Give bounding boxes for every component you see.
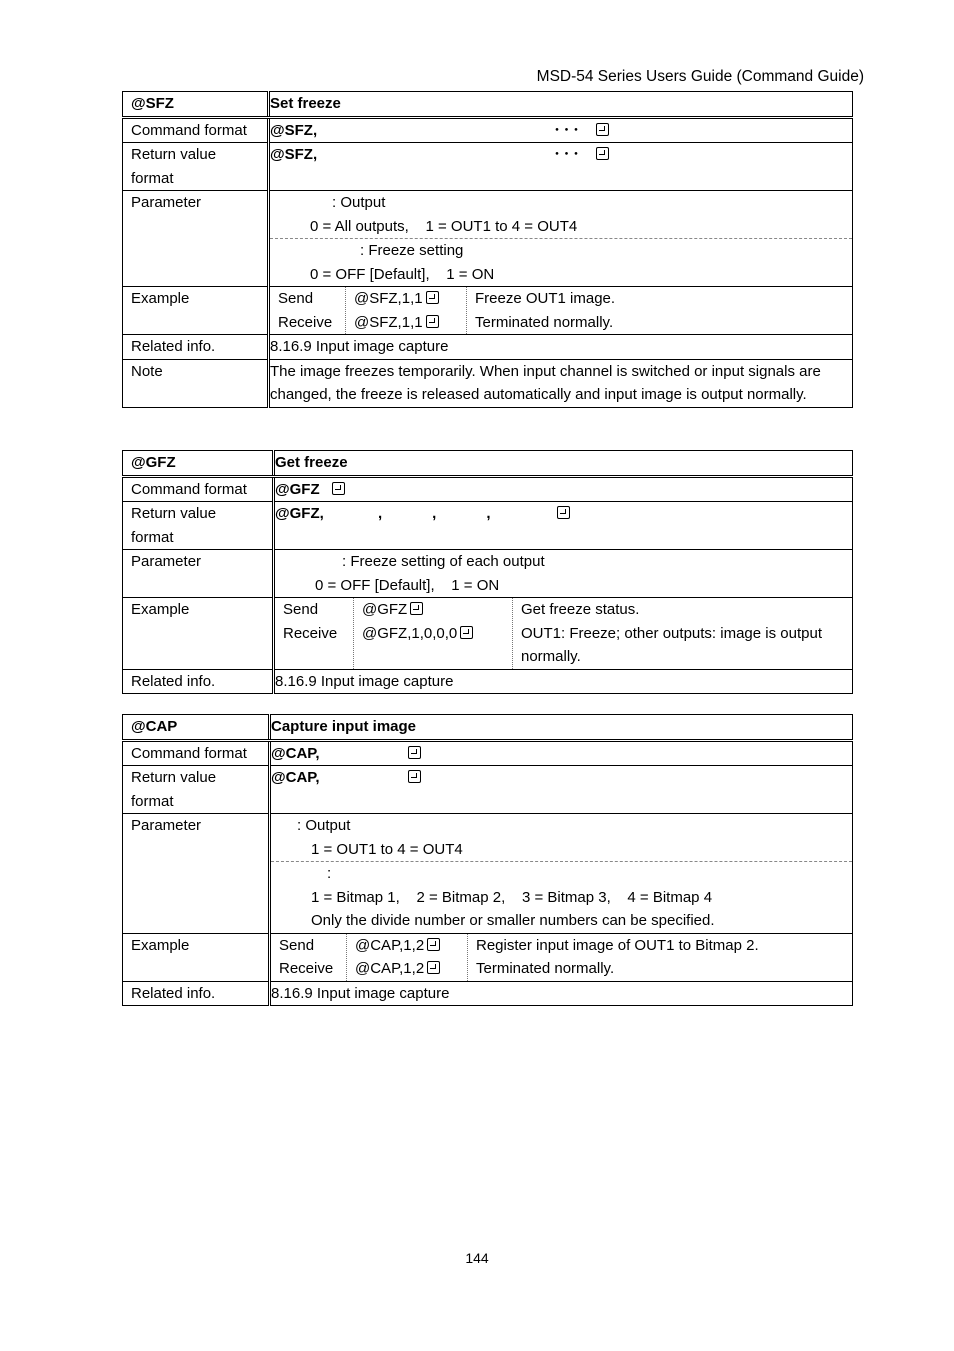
sfz-param1-desc: : Output <box>332 194 386 211</box>
cap-return-label <box>123 766 270 814</box>
gfz-format-text: @GFZ <box>275 480 320 498</box>
cap-example-row <box>123 933 853 981</box>
sfz-example-value <box>269 287 853 335</box>
return-key-icon <box>408 770 421 783</box>
cap-command-title: Capture input image <box>270 715 853 741</box>
sfz-return-label <box>123 143 269 191</box>
cap-example-label: Example <box>123 933 270 981</box>
cap-parameter-value <box>270 814 853 934</box>
cap-ex-receive-label: Receive <box>279 960 334 977</box>
sfz-ex-recv-desc: Terminated normally. <box>475 313 614 331</box>
return-key-icon <box>426 315 439 328</box>
cap-return-value <box>270 766 853 814</box>
cap-header-row <box>123 715 853 741</box>
sfz-ex-receive-label: Receive <box>278 313 333 331</box>
sfz-return-dots: ･･･ <box>553 146 582 163</box>
return-key-icon <box>426 291 439 304</box>
sfz-note-value: The image freezes temporarily. When input channel is switched or input signals are changed, the freeze is released automatically and input image is output normally. <box>269 359 853 407</box>
sfz-param1-values: 0 = All outputs, 1 = OUT1 to 4 = OUT4 <box>310 217 578 235</box>
running-header: MSD-54 Series Users Guide (Command Guide) <box>536 68 864 85</box>
gfz-format-row <box>123 476 853 502</box>
gfz-parameter-value <box>274 550 853 598</box>
sfz-example-row <box>123 287 853 335</box>
sfz-ex-send-cmd: @SFZ,1,1 <box>354 290 423 307</box>
sfz-note-label: Note <box>123 359 269 407</box>
gfz-ex-recv-desc: OUT1: Freeze; other outputs: image is output normally. <box>521 624 822 665</box>
sfz-command-table <box>122 91 853 408</box>
return-key-icon <box>596 147 609 160</box>
gfz-ex-receive-label: Receive <box>283 624 338 642</box>
cap-format-row <box>123 740 853 766</box>
cap-parameter-label: Parameter <box>123 814 270 934</box>
cap-param1-desc: : Output <box>297 817 351 834</box>
cap-format-label: Command format <box>123 740 270 766</box>
gfz-return-label-line2: format <box>131 528 174 546</box>
cap-param1-values: 1 = OUT1 to 4 = OUT4 <box>311 840 463 858</box>
cap-return-label-line1: Return value <box>131 769 217 786</box>
return-key-icon <box>460 626 473 639</box>
gfz-format-label: Command format <box>123 476 274 502</box>
gfz-example-value <box>274 598 853 670</box>
gfz-example-row <box>123 598 853 670</box>
return-key-icon <box>332 482 345 495</box>
sfz-format-value <box>269 117 853 143</box>
gfz-return-commas: , , , <box>377 505 491 522</box>
sfz-header-row <box>123 92 853 118</box>
sfz-param2-desc: : Freeze setting <box>270 238 852 263</box>
sfz-param2-values: 0 = OFF [Default], 1 = ON <box>310 265 495 283</box>
gfz-return-label-line1: Return value <box>131 505 217 522</box>
sfz-parameter-label: Parameter <box>123 191 269 287</box>
gfz-return-row <box>123 502 853 550</box>
cap-return-text: @CAP, <box>271 769 320 786</box>
sfz-command-name: @SFZ <box>123 92 269 118</box>
sfz-parameter-row <box>123 191 853 287</box>
cap-parameter-row <box>123 814 853 934</box>
sfz-format-text: @SFZ, <box>270 121 318 139</box>
cap-return-label-line2: format <box>131 792 174 810</box>
gfz-example-label: Example <box>123 598 274 670</box>
sfz-parameter-value <box>269 191 853 287</box>
gfz-param1-desc: : Freeze setting of each output <box>342 553 545 570</box>
cap-param2-values: 1 = Bitmap 1, 2 = Bitmap 2, 3 = Bitmap 3, 4 = Bitmap 4 <box>311 888 713 906</box>
gfz-command-title: Get freeze <box>274 451 853 477</box>
cap-format-text: @CAP, <box>271 744 320 762</box>
return-key-icon <box>408 746 421 759</box>
sfz-return-value <box>269 143 853 191</box>
sfz-ex-recv-cmd: @SFZ,1,1 <box>354 313 423 331</box>
sfz-format-dots: ･･･ <box>553 121 582 139</box>
return-key-icon <box>427 938 440 951</box>
cap-ex-send-desc: Register input image of OUT1 to Bitmap 2. <box>476 936 759 954</box>
sfz-related-value: 8.16.9 Input image capture <box>269 335 853 360</box>
cap-command-table <box>122 714 853 1006</box>
cap-ex-send-cmd: @CAP,1,2 <box>355 936 425 954</box>
sfz-ex-send-desc: Freeze OUT1 image. <box>475 290 616 307</box>
gfz-parameter-row <box>123 550 853 598</box>
gfz-related-label: Related info. <box>123 669 274 694</box>
gfz-param1-values: 0 = OFF [Default], 1 = ON <box>315 576 500 594</box>
gfz-return-text: @GFZ, <box>275 505 324 522</box>
gfz-header-row <box>123 451 853 477</box>
cap-ex-recv-desc: Terminated normally. <box>476 960 615 977</box>
sfz-command-title: Set freeze <box>269 92 853 118</box>
gfz-command-table <box>122 450 853 694</box>
gfz-return-value <box>274 502 853 550</box>
sfz-example-label: Example <box>123 287 269 335</box>
cap-ex-recv-cmd: @CAP,1,2 <box>355 960 425 977</box>
sfz-format-row <box>123 117 853 143</box>
cap-param2-note: Only the divide number or smaller numbers can be specified. <box>311 912 715 929</box>
cap-param2-desc: : <box>271 861 852 886</box>
cap-related-row <box>123 981 853 1006</box>
return-key-icon <box>427 961 440 974</box>
gfz-ex-send-desc: Get freeze status. <box>521 601 640 618</box>
cap-related-label: Related info. <box>123 981 270 1006</box>
cap-related-value: 8.16.9 Input image capture <box>270 981 853 1006</box>
gfz-ex-send-cmd: @GFZ <box>362 601 408 618</box>
return-key-icon <box>596 123 609 136</box>
return-key-icon <box>410 602 423 615</box>
page-number: 144 <box>465 1250 489 1266</box>
sfz-related-label: Related info. <box>123 335 269 360</box>
sfz-return-label-line1: Return value <box>131 146 217 163</box>
gfz-parameter-label: Parameter <box>123 550 274 598</box>
sfz-note-row <box>123 359 853 407</box>
return-key-icon <box>557 506 570 519</box>
cap-ex-send-label: Send <box>279 936 315 954</box>
cap-format-value <box>270 740 853 766</box>
gfz-related-value: 8.16.9 Input image capture <box>274 669 853 694</box>
cap-return-row <box>123 766 853 814</box>
sfz-return-text: @SFZ, <box>270 146 318 163</box>
gfz-return-label <box>123 502 274 550</box>
sfz-return-row <box>123 143 853 191</box>
sfz-ex-send-label: Send <box>278 290 314 307</box>
gfz-command-name: @GFZ <box>123 451 274 477</box>
gfz-ex-recv-cmd: @GFZ,1,0,0,0 <box>362 624 458 642</box>
cap-example-value <box>270 933 853 981</box>
cap-command-name: @CAP <box>123 715 270 741</box>
sfz-related-row <box>123 335 853 360</box>
gfz-related-row <box>123 669 853 694</box>
gfz-ex-send-label: Send <box>283 601 319 618</box>
sfz-format-label: Command format <box>123 117 269 143</box>
gfz-format-value <box>274 476 853 502</box>
sfz-return-label-line2: format <box>131 169 174 187</box>
